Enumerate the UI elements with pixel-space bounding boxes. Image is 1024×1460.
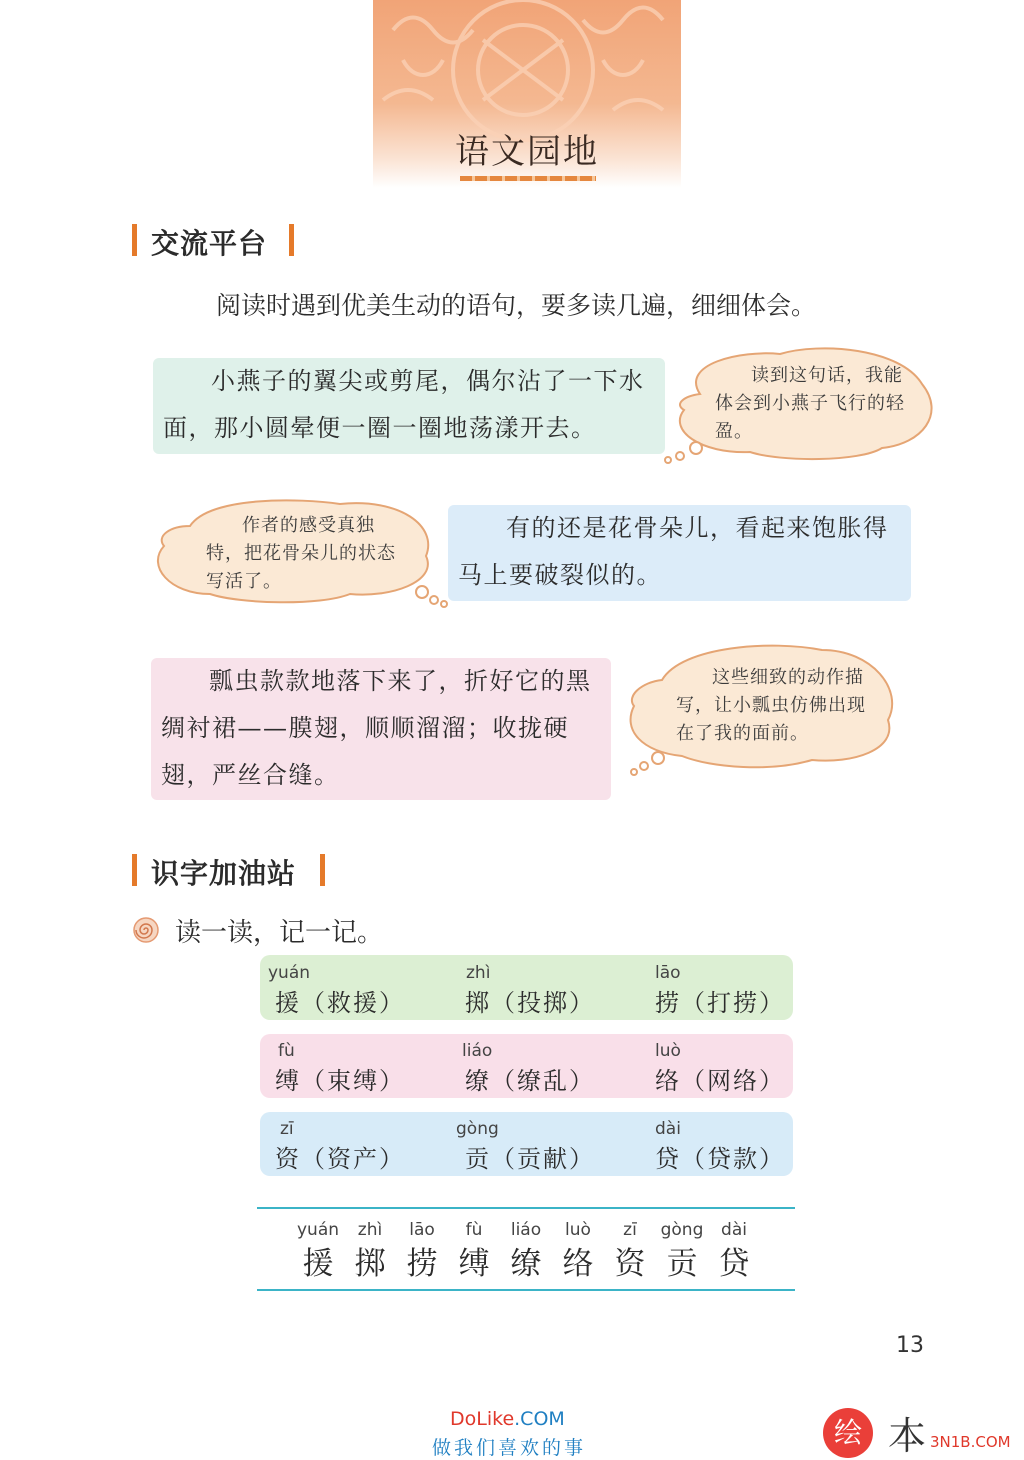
strip-top-line	[257, 1207, 795, 1209]
pinyin: zhì	[357, 1220, 383, 1240]
char: 援	[275, 989, 301, 1017]
section-heading-literacy: 识字加油站	[151, 857, 297, 890]
heading-bar-left	[132, 224, 137, 256]
char-entry	[465, 983, 595, 1018]
char: 缚	[275, 1067, 301, 1095]
pinyin: fù	[465, 1220, 483, 1240]
pinyin: lāo	[409, 1220, 435, 1240]
pinyin: dài	[655, 1119, 681, 1139]
char-entry	[275, 983, 405, 1018]
huiben-logo-icon[interactable]: 绘	[823, 1408, 873, 1458]
char: 缭	[465, 1067, 491, 1095]
char: 贷	[655, 1145, 681, 1173]
char-entry	[275, 1061, 405, 1096]
pinyin: luò	[565, 1220, 591, 1240]
char-entry	[465, 1139, 595, 1174]
char: 贡	[465, 1145, 491, 1173]
char: 贡	[666, 1246, 698, 1282]
word: （束缚）	[301, 1067, 405, 1095]
char-entry	[465, 1061, 595, 1096]
pinyin: fù	[278, 1041, 295, 1061]
title-underline	[460, 176, 596, 181]
char: 缭	[510, 1246, 542, 1282]
quote-text-1: 小燕子的翼尖或剪尾，偶尔沾了一下水面，那小圆晕便一圈一圈地荡漾开去。	[163, 367, 645, 442]
char: 资	[614, 1246, 646, 1282]
quote-box-2	[448, 505, 911, 601]
dolike-logo[interactable]	[450, 1408, 565, 1430]
pinyin: zī	[280, 1119, 294, 1139]
pinyin: gòng	[660, 1220, 704, 1240]
char: 资	[275, 1145, 301, 1173]
char: 络	[655, 1067, 681, 1095]
pinyin: dài	[721, 1220, 747, 1240]
char: 贷	[718, 1246, 750, 1282]
comment-text-2: 作者的感受真独特，把花骨朵儿的状态写活了。	[206, 515, 396, 592]
comment-text-3: 这些细致的动作描写，让小瓢虫仿佛出现在了我的面前。	[676, 667, 866, 744]
char: 援	[302, 1246, 334, 1282]
char: 捞	[406, 1246, 438, 1282]
word: （贷款）	[681, 1145, 785, 1173]
pinyin: gòng	[456, 1119, 499, 1139]
strip-bottom-line	[257, 1289, 795, 1291]
pinyin: liáo	[462, 1041, 493, 1061]
heading-bar-right-2	[320, 854, 325, 886]
page-title: 语文园地	[455, 132, 599, 172]
char-entry	[655, 1139, 785, 1174]
char-entry	[655, 1061, 785, 1096]
huiben-logo-text: 本	[888, 1414, 927, 1458]
char-entry	[655, 983, 785, 1018]
huiben-domain[interactable]: 3N1B.COM	[930, 1433, 1011, 1451]
pinyin: lāo	[655, 963, 681, 983]
char: 捞	[655, 989, 681, 1017]
word: （贡献）	[491, 1145, 595, 1173]
quote-text-3: 瓢虫款款地落下来了，折好它的黑绸衬裙——膜翅，顺顺溜溜；收拢硬翅，严丝合缝。	[161, 667, 592, 789]
page-number: 13	[896, 1333, 924, 1358]
quote-text-2: 有的还是花骨朵儿，看起来饱胀得马上要破裂似的。	[458, 514, 889, 589]
quote-box-3	[151, 658, 611, 800]
pinyin: zhì	[466, 963, 491, 983]
word: （救援）	[301, 989, 405, 1017]
pinyin: zī	[623, 1220, 637, 1240]
intro-text: 阅读时遇到优美生动的语句，要多读几遍，细细体会。	[216, 291, 817, 320]
instruction-text: 读一读，记一记。	[175, 918, 384, 948]
dolike-suffix: .COM	[514, 1408, 565, 1430]
dolike-brand: DoLike	[450, 1408, 515, 1430]
char: 掷	[354, 1246, 386, 1282]
char: 缚	[458, 1246, 490, 1282]
word: （打捞）	[681, 989, 785, 1017]
word: （缭乱）	[491, 1067, 595, 1095]
pinyin: yuán	[296, 1220, 340, 1240]
spiral-bullet-icon	[132, 916, 160, 944]
pinyin: liáo	[510, 1220, 542, 1240]
section-heading-exchange: 交流平台	[151, 227, 268, 260]
comment-text-1: 读到这句话，我能体会到小燕子飞行的轻盈。	[715, 365, 905, 442]
pinyin: luò	[655, 1041, 681, 1061]
word: （网络）	[681, 1067, 785, 1095]
heading-bar-left-2	[132, 854, 137, 886]
pinyin: yuán	[268, 963, 311, 983]
heading-bar-right	[289, 224, 294, 256]
char-entry	[275, 1139, 405, 1174]
word: （投掷）	[491, 989, 595, 1017]
char: 掷	[465, 989, 491, 1017]
dolike-slogan: 做我们喜欢的事	[432, 1437, 587, 1459]
word: （资产）	[301, 1145, 405, 1173]
quote-box-1	[153, 358, 665, 454]
char: 络	[562, 1246, 594, 1282]
